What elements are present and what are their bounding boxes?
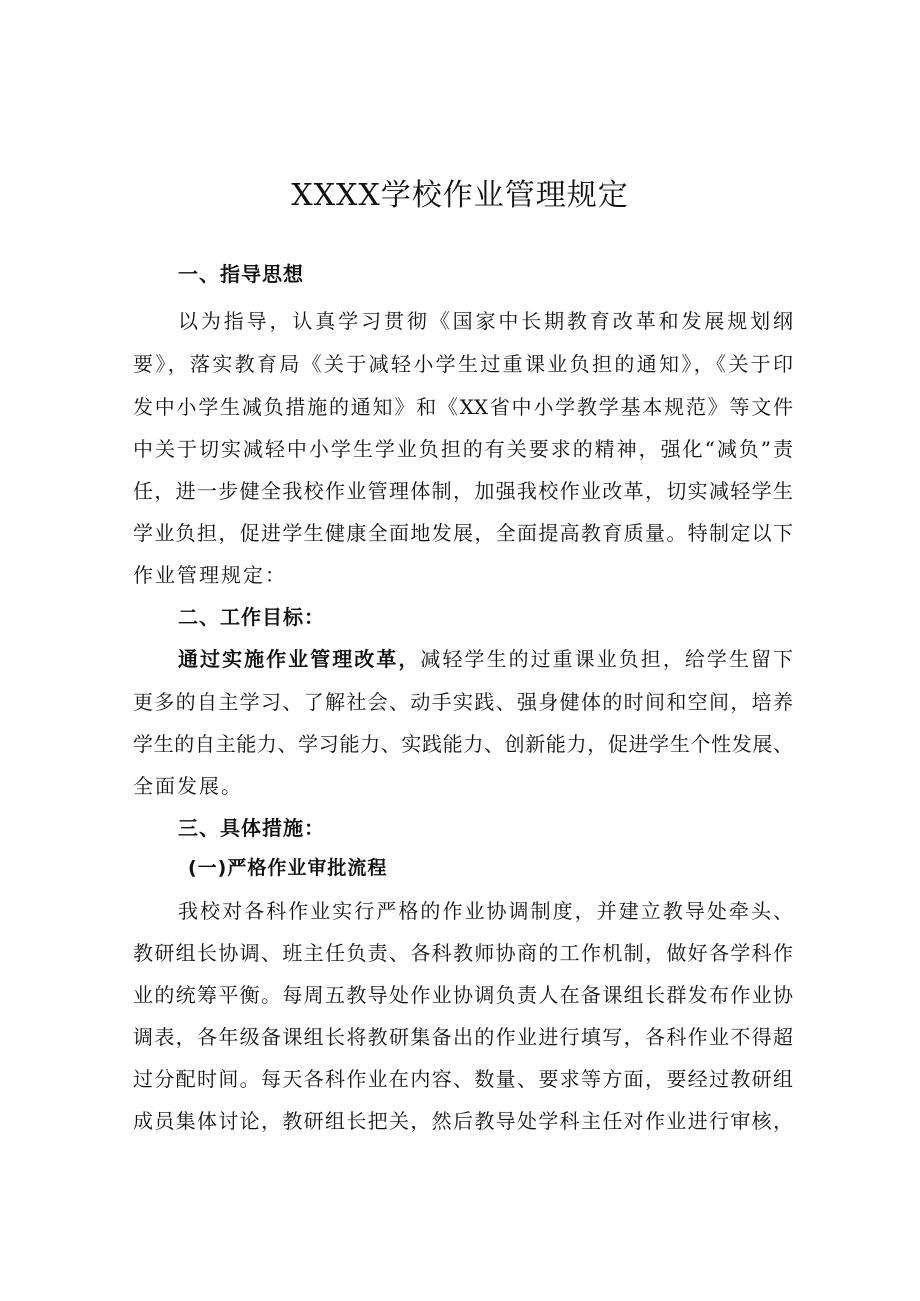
paragraph-line: 成员集体讨论，教研组长把关，然后教导处学科主任对作业进行审核，	[133, 1109, 793, 1133]
paragraph-lead-text: 通过实施作业管理改革，	[178, 647, 421, 671]
paragraph-line: 以为指导，认真学习贯彻《国家中长期教育改革和发展规划纲	[178, 309, 793, 333]
paragraph-line: 更多的自主学习、了解社会、动手实践、强身健体的时间和空间，培养	[133, 690, 793, 714]
paragraph-line: 全面发展。	[133, 774, 243, 798]
paragraph-line: 任，进一步健全我校作业管理体制，加强我校作业改革，切实减轻学生	[133, 479, 793, 503]
paragraph-line-rest: 减轻学生的过重课业负担，给学生留下	[420, 647, 794, 671]
paragraph-line: 学业负担，促进学生健康全面地发展，全面提高教育质量。特制定以下	[133, 521, 793, 545]
paragraph-line: 调表，各年级备课组长将教研集备出的作业进行填写，各科作业不得超	[133, 1025, 793, 1049]
section-heading-specific-measures: 三、具体措施：	[178, 816, 325, 840]
section-heading-work-goals: 二、工作目标：	[178, 605, 325, 629]
document-title: XXXX学校作业管理规定	[291, 178, 629, 213]
paragraph-line: 业的统筹平衡。每周五教导处作业协调负责人在备课组长群发布作业协	[133, 983, 793, 1007]
paragraph-line: 我校对各科作业实行严格的作业协调制度，并建立教导处牵头、	[178, 899, 793, 923]
paragraph-line: 学生的自主能力、学习能力、实践能力、创新能力，促进学生个性发展、	[133, 732, 793, 756]
paragraph-line: 中关于切实减轻中小学生学业负担的有关要求的精神，强化“减负”责	[133, 437, 793, 461]
section-heading-guiding-ideology: 一、指导思想	[178, 262, 304, 286]
paragraph-line	[178, 643, 793, 672]
paragraph-line: 作业管理规定：	[133, 563, 287, 587]
subsection-heading-approval-process: (一)严格作业审批流程	[188, 857, 388, 879]
paragraph-line: 要》，落实教育局《关于减轻小学生过重课业负担的通知》，《关于印	[133, 352, 793, 376]
paragraph-line: 过分配时间。每天各科作业在内容、数量、要求等方面，要经过教研组	[133, 1067, 793, 1091]
paragraph-line: 发中小学生减负措施的通知》和《XX省中小学教学基本规范》等文件	[133, 395, 793, 419]
paragraph-line: 教研组长协调、班主任负责、各科教师协商的工作机制，做好各学科作	[133, 941, 793, 965]
